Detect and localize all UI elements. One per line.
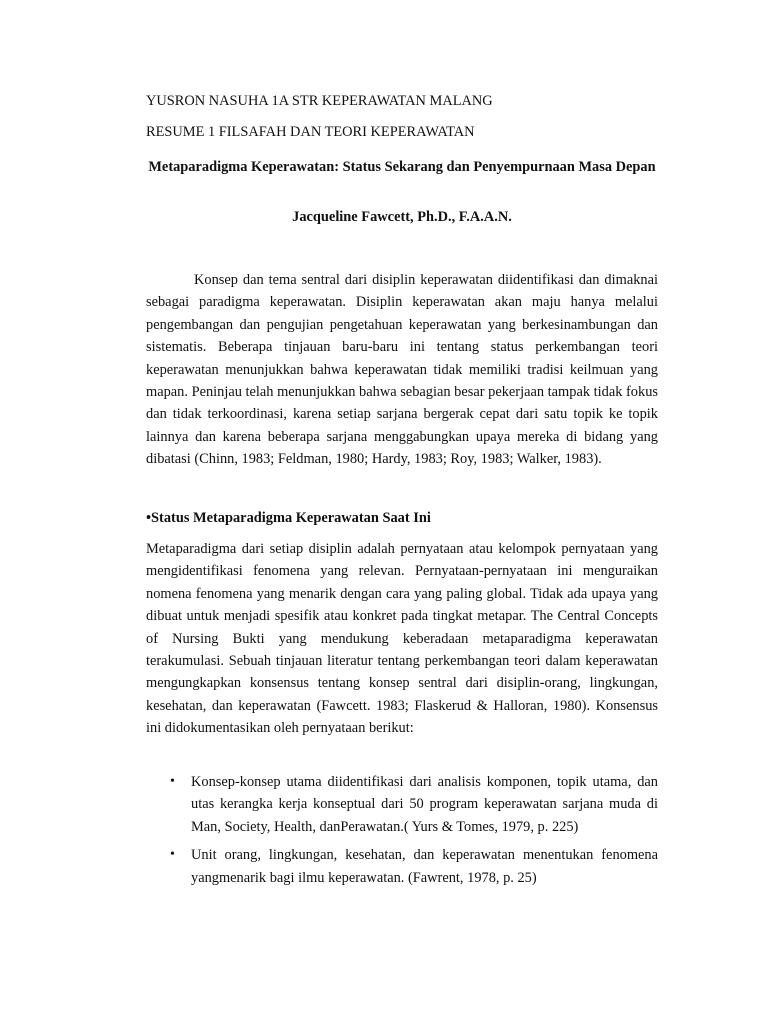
list-item <box>146 844 658 889</box>
list-item-text: Unit orang, lingkungan, kesehatan, dan keperawatan menentukan fenomena yangmenarik bagi ilmu keperawatan. (Fawrent, 1978, p. 25) <box>191 847 658 886</box>
section-paragraph: Metaparadigma dari setiap disiplin adalah pernyataan atau kelompok pernyataan yang mengidentifikasi fenomena yang relevan. Pernyataan-pernyataan ini menguraikan nomena fenomena yang menarik dengan cara yang paling global. Tidak ada upaya yang dibuat untuk menjadi spesifik atau konkret pada tingkat metapar. The Central Concepts of Nursing Bukti yang mendukung keberadaan metaparadigma keperawatan terakumulasi. Sebuah tinjauan literatur tentang perkembangan teori dalam keperawatan mengungkapkan konsensus tentang konsep sentral dari disiplin-orang, lingkungan, kesehatan, dan keperawatan (Fawcett. 1983; Flaskerud & Halloran, 1980). Konsensus ini didokumentasikan oleh pernyataan berikut: <box>146 541 658 737</box>
list-item <box>146 771 658 838</box>
bullet-icon: • <box>170 774 175 789</box>
bullet-list <box>146 771 658 895</box>
article-author: Jacqueline Fawcett, Ph.D., F.A.A.N. <box>292 209 512 225</box>
bullet-icon: • <box>170 847 175 863</box>
resume-header-line: RESUME 1 FILSAFAH DAN TEORI KEPERAWATAN <box>146 124 475 140</box>
author-header-line: YUSRON NASUHA 1A STR KEPERAWATAN MALANG <box>146 93 493 109</box>
article-title: Metaparadigma Keperawatan: Status Sekarang dan Penyempurnaan Masa Depan <box>148 159 656 175</box>
intro-paragraph: Konsep dan tema sentral dari disiplin keperawatan diidentifikasi dan dimaknai sebagai paradigma keperawatan. Disiplin keperawatan akan maju hanya melalui pengembangan dan pengujian pengetahuan keperawatan yang berkesinambungan dan sistematis. Beberapa tinjauan baru-baru ini tentang status perkembangan teori keperawatan menunjukkan bahwa keperawatan tidak memiliki tradisi keilmuan yang mapan. Peninjau telah menunjukkan bahwa sebagian besar pekerjaan tampak tidak fokus dan tidak terkoordinasi, karena setiap sarjana bergerak cepat dari satu topik ke topik lainnya dan karena beberapa sarjana menggabungkan upaya mereka di bidang yang dibatasi (Chinn, 1983; Feldman, 1980; Hardy, 1983; Roy, 1983; Walker, 1983). <box>146 272 658 468</box>
section-heading: •Status Metaparadigma Keperawatan Saat Ini <box>146 510 431 526</box>
list-item-text: Konsep-konsep utama diidentifikasi dari analisis komponen, topik utama, dan utas kerangka kerja konseptual dari 50 program keperawatan sarjana muda di Man, Society, Health, danPerawatan.( Yurs & Tomes, 1979, p. 225) <box>191 774 658 835</box>
